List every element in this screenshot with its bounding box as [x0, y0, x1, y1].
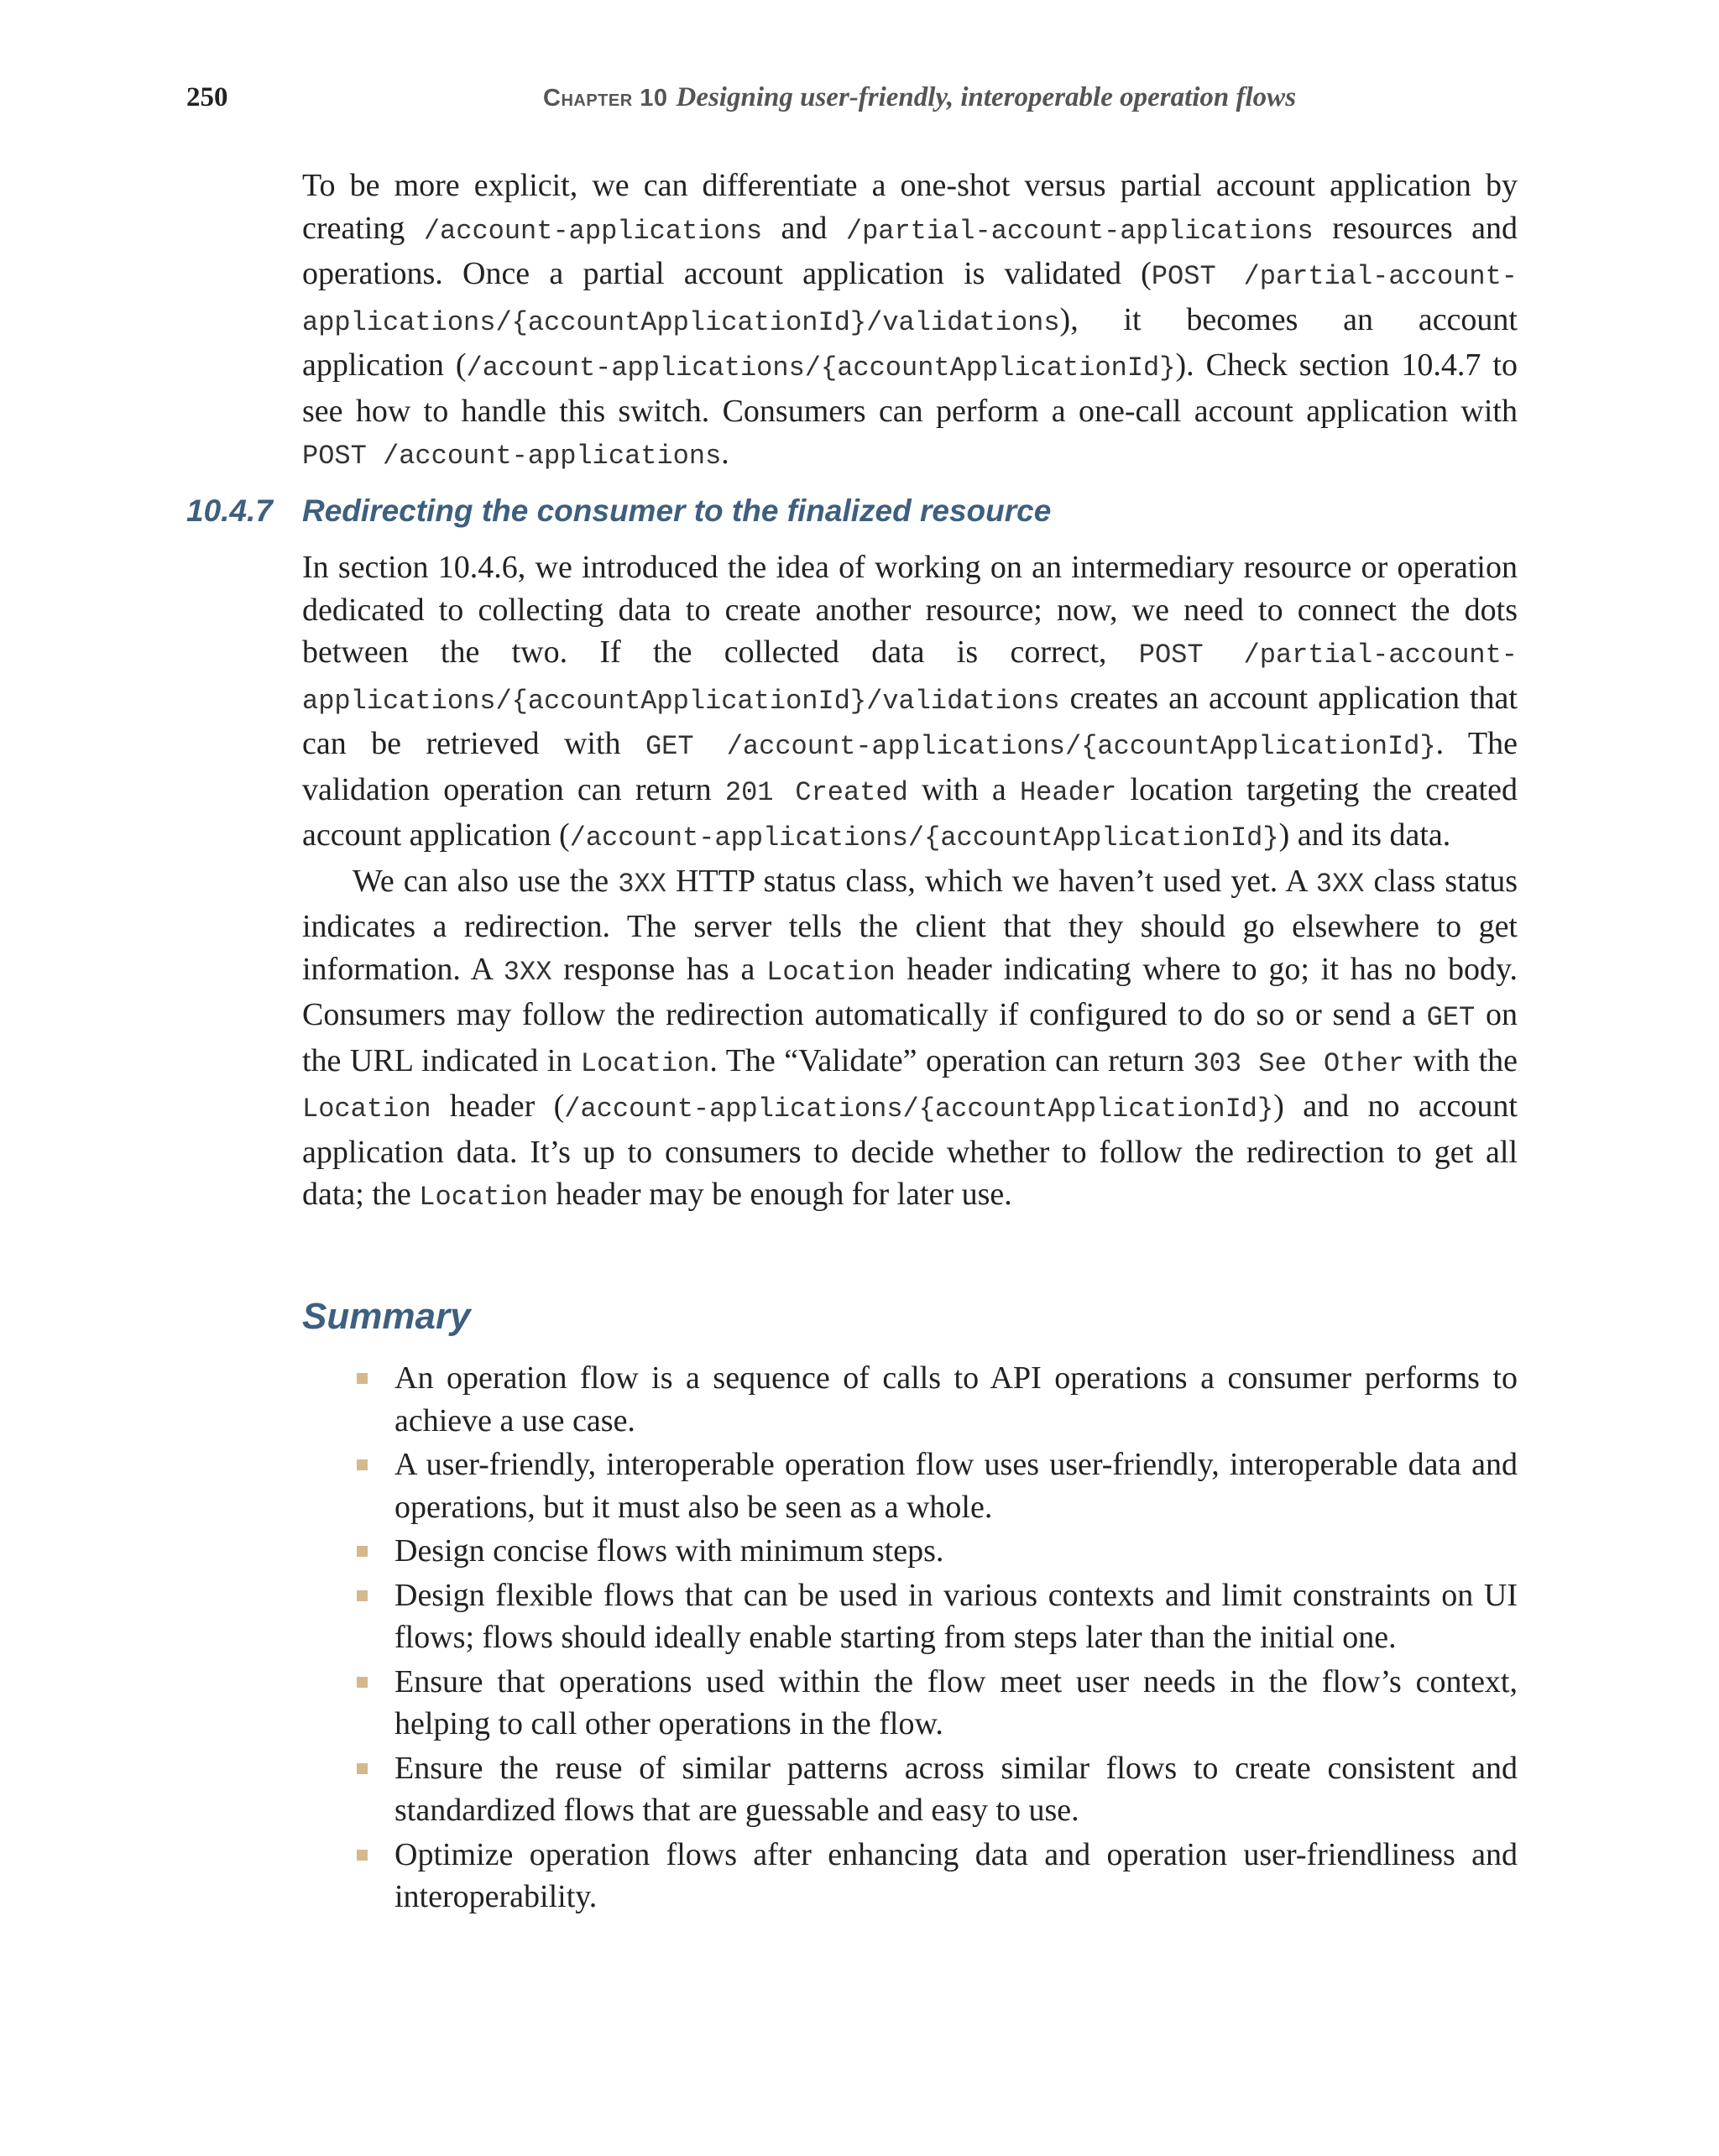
summary-heading: Summary — [302, 1296, 471, 1337]
list-item-text: Design concise flows with minimum steps. — [394, 1533, 944, 1569]
text-run: To be more explicit, we can differentiate a one-shot versus partial account application by creating — [302, 168, 1518, 246]
running-head — [543, 82, 1296, 113]
text-run: with a — [907, 771, 1020, 807]
text-run: location targeting the created account application ( — [302, 771, 1518, 853]
square-bullet-icon — [357, 1373, 368, 1384]
code-run: /account-applications/{accountApplicationId} — [466, 352, 1176, 384]
code-run: POST /partial-account-applications/{accountApplicationId}/validations — [302, 639, 1518, 717]
code-run: /account-applications/{accountApplicationId} — [564, 1094, 1274, 1125]
paragraph — [302, 860, 1518, 1219]
section-body — [302, 546, 1518, 1219]
list-item — [394, 1574, 1518, 1659]
code-run: Location — [419, 1182, 548, 1213]
text-run: HTTP status class, which we haven’t used yet. A — [666, 863, 1316, 899]
page-number: 250 — [186, 82, 228, 112]
list-item-text: Ensure that operations used within the flow meet user needs in the flow’s context, helping to call other operations in the flow. — [394, 1663, 1518, 1741]
list-item — [394, 1747, 1518, 1832]
text-run: and — [762, 210, 846, 246]
code-run: 3XX — [503, 956, 552, 988]
paragraph — [302, 546, 1518, 860]
code-run: /account-applications/{accountApplicationId} — [569, 822, 1279, 854]
code-run: Location — [580, 1047, 710, 1079]
running-header — [186, 82, 1697, 124]
text-run: . The “Validate” operation can return — [709, 1042, 1194, 1078]
section-title: Redirecting the consumer to the finalized resource — [302, 493, 1052, 528]
text-run: We can also use the — [353, 863, 619, 899]
text-run: with the — [1404, 1042, 1518, 1078]
text-run: ). Check section 10.4.7 to see how to handle this switch. Consumers can perform a one-call account application with — [302, 347, 1518, 429]
text-run: ) and no account application data. It’s up to consumers to decide whether to follow the redirection to get all data; the — [302, 1088, 1518, 1212]
code-run: /partial-account-applications — [845, 215, 1314, 247]
code-run: Location — [302, 1094, 431, 1125]
chapter-label: Chapter 10 — [543, 85, 668, 112]
intro-paragraph — [302, 164, 1518, 478]
code-run: Header — [1019, 776, 1117, 808]
section-number: 10.4.7 — [186, 493, 273, 528]
list-item-text: Ensure the reuse of similar patterns across similar flows to create consistent and standardized flows that are guessable and easy to use. — [394, 1750, 1518, 1828]
square-bullet-icon — [357, 1590, 368, 1601]
code-run: 3XX — [1315, 868, 1365, 900]
chapter-title: Designing user-friendly, interoperable operation flows — [676, 82, 1297, 112]
square-bullet-icon — [357, 1850, 368, 1861]
code-run: GET /account-applications/{accountApplicationId} — [645, 731, 1436, 762]
list-item — [394, 1357, 1518, 1442]
square-bullet-icon — [357, 1677, 368, 1688]
text-run: . The validation operation can return — [302, 726, 1518, 807]
list-item — [394, 1661, 1518, 1746]
code-run: 201 Created — [724, 776, 908, 808]
summary-list — [394, 1357, 1518, 1920]
list-item-text: A user-friendly, interoperable operation flow uses user-friendly, interoperable data and operations, but it must also be seen as a whole. — [394, 1447, 1518, 1525]
text-run: creates an account application that can be retrieved with — [302, 680, 1518, 761]
code-run: GET — [1426, 1002, 1476, 1033]
text-run: . — [721, 436, 729, 471]
square-bullet-icon — [357, 1546, 368, 1557]
text-run: resources and operations. Once a partial account application is validated ( — [302, 210, 1518, 291]
text-run: ) and its data. — [1278, 817, 1451, 853]
list-item-text: Design flexible flows that can be used in various contexts and limit constraints on UI flows; flows should ideally enable starting from steps later than the initial one. — [394, 1577, 1518, 1655]
text-run: on the URL indicated in — [302, 997, 1518, 1078]
list-item-text: An operation flow is a sequence of calls to API operations a consumer performs to achieve a use case. — [394, 1360, 1518, 1438]
text-run: header ( — [431, 1088, 565, 1124]
code-run: Location — [766, 956, 896, 988]
code-run: 303 See Other — [1193, 1047, 1405, 1079]
square-bullet-icon — [357, 1763, 368, 1774]
code-run: POST /account-applications — [302, 441, 722, 472]
list-item-text: Optimize operation flows after enhancing data and operation user-friendliness and interoperability. — [394, 1836, 1518, 1914]
text-run: ), it becomes an account application ( — [302, 301, 1518, 383]
text-run: response has a — [551, 951, 767, 987]
text-run: header may be enough for later use. — [547, 1177, 1012, 1212]
code-run: POST /partial-account-applications/{accountApplicationId}/validations — [302, 261, 1518, 338]
code-run: /account-applications — [423, 215, 763, 247]
square-bullet-icon — [357, 1459, 368, 1470]
code-run: 3XX — [618, 868, 666, 900]
list-item — [394, 1443, 1518, 1528]
list-item — [394, 1530, 1518, 1573]
list-item — [394, 1834, 1518, 1918]
section-heading — [186, 493, 1051, 529]
text-run: header indicating where to go; it has no body. Consumers may follow the redirection automatically if configured to do so or send a — [302, 951, 1518, 1032]
text-run: In section 10.4.6, we introduced the idea of working on an intermediary resource or operation dedicated to collecting data to create another resource; now, we need to connect the dots between the two. If the collected data is correct, — [302, 550, 1518, 670]
text-run: class status indicates a redirection. The server tells the client that they should go elsewhere to get information. A — [302, 863, 1518, 987]
